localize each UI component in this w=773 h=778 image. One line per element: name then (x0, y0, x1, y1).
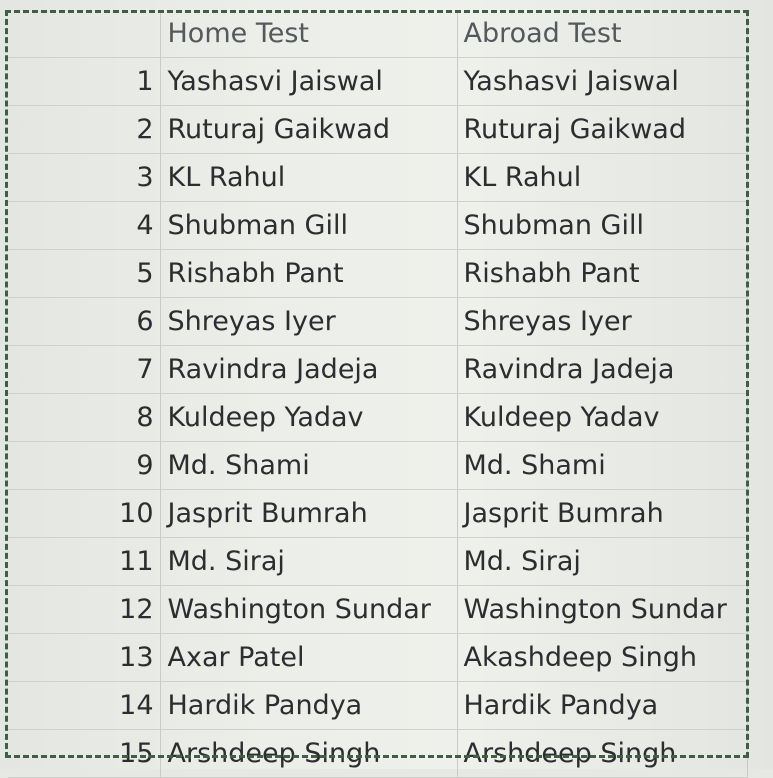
row-number-cell[interactable]: 14 (8, 682, 160, 730)
row-number-cell[interactable]: 4 (8, 202, 160, 250)
home-test-cell[interactable]: Md. Shami (160, 442, 457, 490)
row-number-cell[interactable]: 15 (8, 730, 160, 778)
table-row (8, 730, 747, 778)
row-number-cell[interactable]: 8 (8, 394, 160, 442)
home-test-cell[interactable]: Jasprit Bumrah (160, 490, 457, 538)
abroad-test-cell[interactable]: Washington Sundar (457, 586, 747, 634)
table-row (8, 346, 747, 394)
abroad-test-cell[interactable]: Arshdeep Singh (457, 730, 747, 778)
home-test-cell[interactable]: Washington Sundar (160, 586, 457, 634)
table-row (8, 58, 747, 106)
abroad-test-cell[interactable]: KL Rahul (457, 154, 747, 202)
row-number-cell[interactable]: 5 (8, 250, 160, 298)
header-row (8, 10, 747, 58)
table-row (8, 634, 747, 682)
header-abroad-test-cell[interactable]: Abroad Test (457, 10, 747, 58)
abroad-test-cell[interactable]: Ruturaj Gaikwad (457, 106, 747, 154)
home-test-cell[interactable]: Shreyas Iyer (160, 298, 457, 346)
home-test-cell[interactable]: Yashasvi Jaiswal (160, 58, 457, 106)
row-number-cell[interactable]: 1 (8, 58, 160, 106)
home-test-cell[interactable]: Arshdeep Singh (160, 730, 457, 778)
home-test-cell[interactable]: Axar Patel (160, 634, 457, 682)
row-number-cell[interactable]: 13 (8, 634, 160, 682)
abroad-test-cell[interactable]: Ravindra Jadeja (457, 346, 747, 394)
table-row (8, 154, 747, 202)
row-number-cell[interactable]: 9 (8, 442, 160, 490)
row-number-cell[interactable]: 3 (8, 154, 160, 202)
row-number-cell[interactable]: 6 (8, 298, 160, 346)
header-index-cell[interactable] (8, 10, 160, 58)
table-row (8, 586, 747, 634)
table-row (8, 250, 747, 298)
home-test-cell[interactable]: Kuldeep Yadav (160, 394, 457, 442)
abroad-test-cell[interactable]: Yashasvi Jaiswal (457, 58, 747, 106)
table-row (8, 442, 747, 490)
table-row (8, 394, 747, 442)
abroad-test-cell[interactable]: Jasprit Bumrah (457, 490, 747, 538)
abroad-test-cell[interactable]: Shubman Gill (457, 202, 747, 250)
table-row (8, 106, 747, 154)
table-row (8, 682, 747, 730)
home-test-cell[interactable]: Rishabh Pant (160, 250, 457, 298)
header-home-test-cell[interactable]: Home Test (160, 10, 457, 58)
home-test-cell[interactable]: Shubman Gill (160, 202, 457, 250)
home-test-cell[interactable]: Ruturaj Gaikwad (160, 106, 457, 154)
abroad-test-cell[interactable]: Hardik Pandya (457, 682, 747, 730)
abroad-test-cell[interactable]: Rishabh Pant (457, 250, 747, 298)
table-row (8, 298, 747, 346)
abroad-test-cell[interactable]: Md. Siraj (457, 538, 747, 586)
home-test-cell[interactable]: Md. Siraj (160, 538, 457, 586)
home-test-cell[interactable]: KL Rahul (160, 154, 457, 202)
abroad-test-cell[interactable]: Shreyas Iyer (457, 298, 747, 346)
row-number-cell[interactable]: 11 (8, 538, 160, 586)
row-number-cell[interactable]: 10 (8, 490, 160, 538)
row-number-cell[interactable]: 12 (8, 586, 160, 634)
abroad-test-cell[interactable]: Akashdeep Singh (457, 634, 747, 682)
abroad-test-cell[interactable]: Md. Shami (457, 442, 747, 490)
table-row (8, 490, 747, 538)
row-number-cell[interactable]: 7 (8, 346, 160, 394)
team-selection-table (8, 10, 748, 778)
table-row (8, 538, 747, 586)
row-number-cell[interactable]: 2 (8, 106, 160, 154)
home-test-cell[interactable]: Hardik Pandya (160, 682, 457, 730)
home-test-cell[interactable]: Ravindra Jadeja (160, 346, 457, 394)
table-row (8, 202, 747, 250)
abroad-test-cell[interactable]: Kuldeep Yadav (457, 394, 747, 442)
